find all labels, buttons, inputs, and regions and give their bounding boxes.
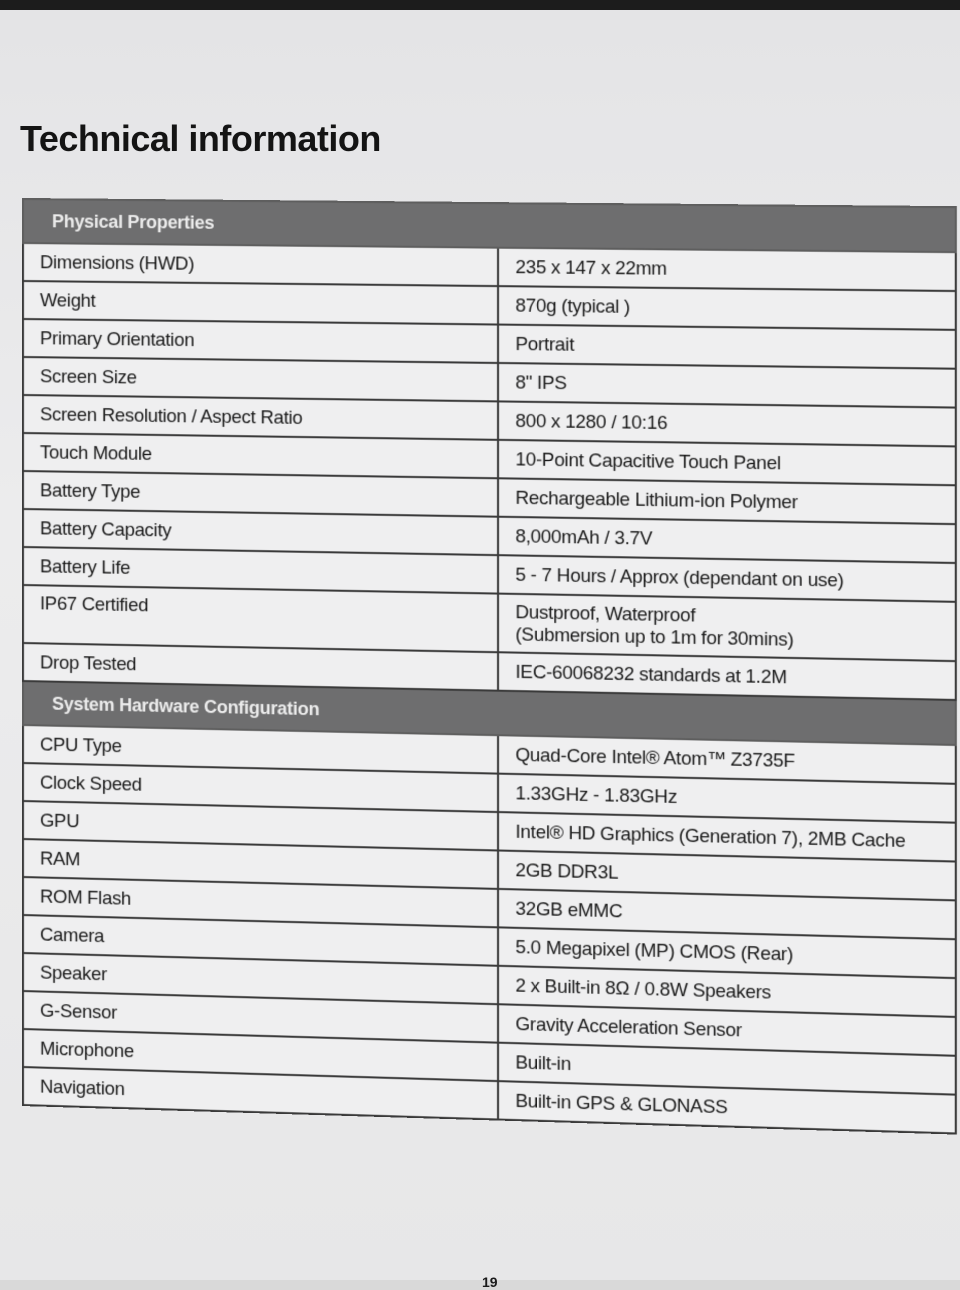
property-cell: Speaker	[23, 953, 498, 1004]
property-cell: Battery Type	[23, 471, 498, 517]
value-cell: 235 x 147 x 22mm	[498, 248, 956, 291]
photo-top-edge	[0, 0, 960, 10]
page-title: Technical information	[20, 118, 381, 159]
property-cell: CPU Type	[23, 725, 498, 774]
property-cell: Microphone	[23, 1029, 498, 1081]
property-cell: ROM Flash	[23, 877, 498, 927]
spec-table-wrapper	[22, 198, 960, 1135]
property-cell: Battery Capacity	[23, 509, 498, 555]
property-cell: Touch Module	[23, 433, 498, 478]
document-page	[0, 10, 960, 1290]
value-cell: Rechargeable Lithium-ion Polymer	[498, 478, 956, 524]
property-cell: Screen Size	[23, 357, 498, 401]
value-cell: Quad-Core Intel® Atom™ Z3735F	[498, 735, 956, 784]
property-cell: Weight	[23, 281, 498, 325]
value-cell: 870g (typical )	[498, 286, 956, 330]
value-cell: 1.33GHz - 1.83GHz	[498, 774, 956, 823]
value-cell: 8" IPS	[498, 363, 956, 408]
property-cell: Drop Tested	[23, 643, 498, 691]
property-cell: Clock Speed	[23, 763, 498, 812]
property-cell: GPU	[23, 801, 498, 850]
value-line-2: (Submersion up to 1m for 30mins)	[515, 623, 794, 650]
value-cell: Built-in	[498, 1043, 956, 1095]
property-cell: G-Sensor	[23, 991, 498, 1043]
property-cell: Screen Resolution / Aspect Ratio	[23, 395, 498, 440]
value-cell: 2GB DDR3L	[498, 850, 956, 900]
value-cell: Portrait	[498, 325, 956, 369]
page-number: 19	[482, 1274, 498, 1290]
value-cell: IEC-60068232 standards at 1.2M	[498, 652, 956, 700]
property-cell: Camera	[23, 915, 498, 966]
property-cell: Navigation	[23, 1067, 498, 1119]
value-cell: 32GB eMMC	[498, 889, 956, 939]
property-cell: Dimensions (HWD)	[23, 243, 498, 286]
property-cell: Battery Life	[23, 547, 498, 594]
value-cell: Intel® HD Graphics (Generation 7), 2MB Cache	[498, 812, 956, 861]
value-cell: 5.0 Megapixel (MP) CMOS (Rear)	[498, 927, 956, 978]
value-cell: 2 x Built-in 8Ω / 0.8W Speakers	[498, 966, 956, 1017]
value-cell: Built-in GPS & GLONASS	[498, 1081, 956, 1133]
value-cell: 8,000mAh / 3.7V	[498, 517, 956, 563]
section-heading: Physical Properties	[23, 199, 956, 252]
property-cell: RAM	[23, 839, 498, 889]
property-cell: IP67 Certified	[23, 585, 498, 652]
value-cell: 5 - 7 Hours / Approx (dependant on use)	[498, 555, 956, 602]
value-cell: Gravity Acceleration Sensor	[498, 1004, 956, 1056]
section-heading: System Hardware Configuration	[23, 681, 956, 745]
value-cell	[498, 594, 956, 662]
value-cell: 800 x 1280 / 10:16	[498, 401, 956, 446]
value-line-1: Dustproof, Waterproof	[515, 600, 696, 626]
value-cell: 10-Point Capacitive Touch Panel	[498, 440, 956, 485]
property-cell: Primary Orientation	[23, 319, 498, 363]
spec-table	[22, 198, 957, 1135]
